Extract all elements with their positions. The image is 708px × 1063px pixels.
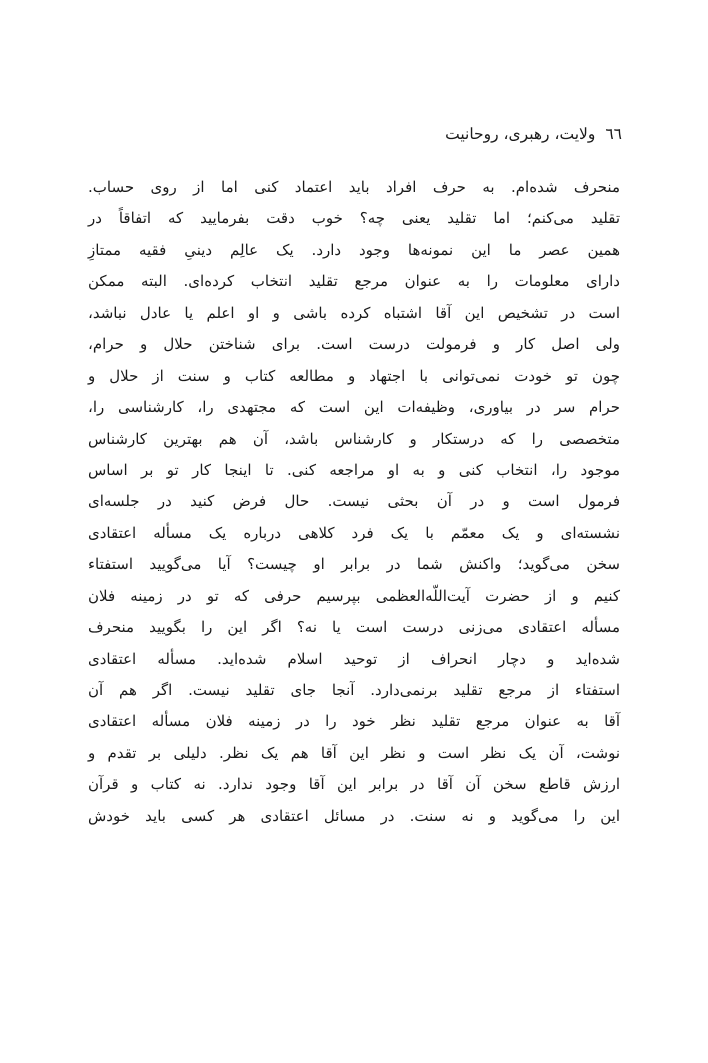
text-line: استفتاء از مرجع تقلید برنمی‌دارد. آنجا جای تقلید نیست. اگر هم آن	[88, 681, 620, 699]
body-text	[88, 172, 620, 832]
running-header-title: ولایت، رهبری، روحانیت	[445, 125, 596, 143]
text-line: منحرف شده‌ام. به حرف افراد باید اعتماد کنی اما از روی حساب.	[88, 178, 620, 196]
text-line: حرام سر در بیاوری، وظیفه‌ات این است که مجتهدی را، کارشناسی را،	[88, 398, 620, 417]
text-line: تقلید می‌کنم؛ اما تقلید یعنی چه؟ خوب دقت بفرمایید که اتفاقاً در	[88, 209, 620, 228]
text-line: است در تشخیص این آقا اشتباه کرده باشی و او اعلم یا عادل نباشد،	[88, 303, 620, 322]
text-line: دارای معلومات را به عنوان مرجع تقلید انتخاب کرده‌ای. البته ممکن	[88, 272, 620, 291]
text-line: سخن می‌گوید؛ واکنش شما در برابر او چیست؟ آیا می‌گویید استفتاء	[88, 555, 620, 574]
text-line: ولی اصل کار و فرمولت درست است. برای شناختن حلال و حرام،	[88, 335, 620, 354]
page-number: ٦٦	[605, 125, 622, 143]
text-line: کنیم و از حضرت آیت‌اللّه‌العظمی بپرسیم حرفی که تو در زمینه فلان	[88, 586, 620, 605]
text-line: نشسته‌ای و یک معمّم با یک فرد کلاهی درباره یک مسأله اعتقادی	[88, 523, 620, 542]
text-line: چون تو خودت نمی‌توانی با اجتهاد و مطالعه کتاب و سنت از حلال و	[88, 366, 620, 385]
text-line: این را می‌گوید و نه سنت. در مسائل اعتقادی هر کسی باید خودش	[88, 806, 620, 825]
text-line: همین عصر ما این نمونه‌ها وجود دارد. یک عالِم دینیِ فقیه ممتازِ	[88, 240, 620, 259]
text-line: نوشت، آن یک نظر است و نظر این آقا هم یک نظر. دلیلی بر تقدم و	[88, 743, 620, 762]
text-line: ارزش قاطع سخن آن آقا در برابر این آقا وجود ندارد. نه کتاب و قرآن	[88, 775, 620, 794]
text-line: موجود را، انتخاب کنی و به او مراجعه کنی. تا اینجا کار تو بر اساس	[88, 460, 620, 479]
text-line: فرمول است و در آن بحثی نیست. حال فرض کنید در جلسه‌ای	[88, 492, 620, 511]
text-line: متخصصی را که درستکار و کارشناس باشد، آن هم بهترین کارشناس	[88, 429, 620, 448]
text-line: شده‌اید و دچار انحراف از توحید اسلام شده‌اید. مسأله اعتقادی	[88, 649, 620, 668]
running-header	[372, 124, 622, 144]
text-line: آقا به عنوان مرجع تقلید نظر خود را در زمینه فلان مسأله اعتقادی	[88, 712, 620, 731]
text-line: مسأله اعتقادی می‌زنی درست است یا نه؟ اگر این را بگویید منحرف	[88, 618, 620, 637]
